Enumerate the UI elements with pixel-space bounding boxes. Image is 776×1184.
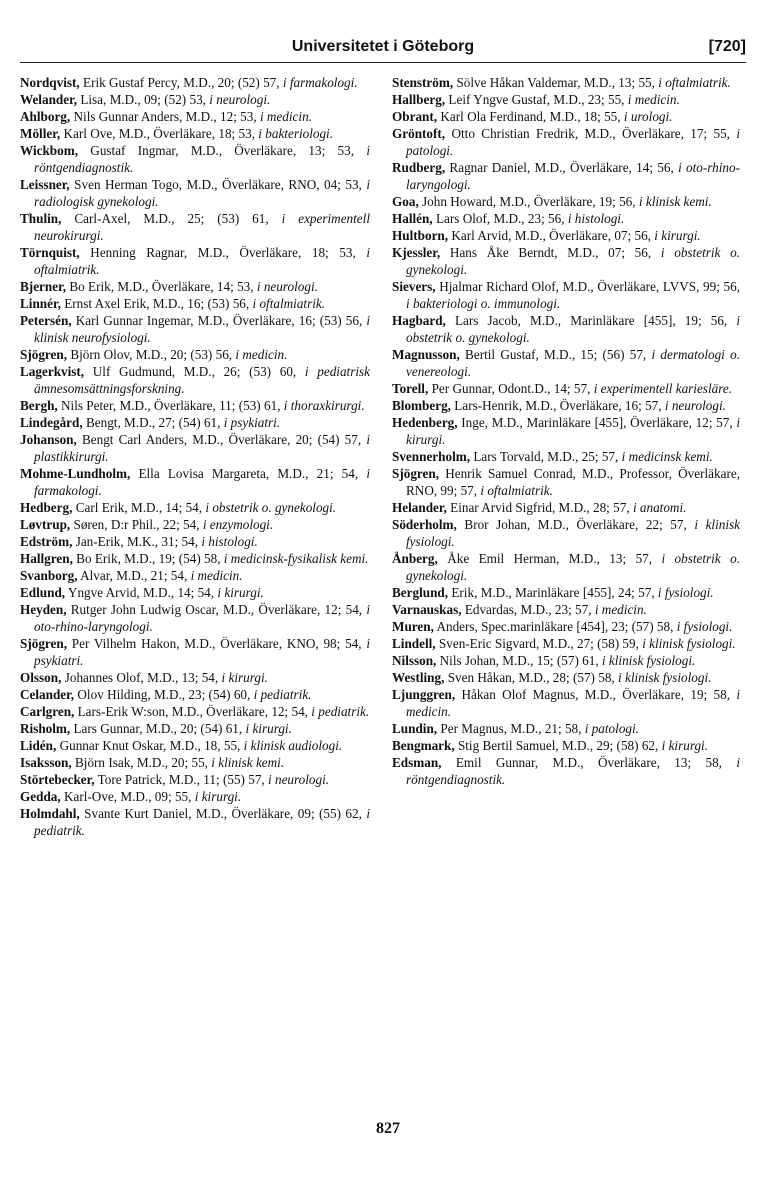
entry-name: Helander, — [392, 500, 447, 515]
entry-specialty: i medicin. — [627, 92, 680, 107]
directory-entry — [20, 567, 370, 584]
entry-specialty: i kirurgi. — [661, 738, 709, 753]
entry-name: Lagerkvist, — [20, 364, 85, 379]
entry-specialty: i klinisk kemi. — [211, 755, 285, 770]
entry-specialty: i neurologi. — [268, 772, 330, 787]
entry-specialty: i klinisk fysiologi. — [618, 670, 712, 685]
entry-specialty: i fysiologi. — [657, 585, 714, 600]
entry-details: Svante Kurt Daniel, M.D., Överläkare, 09; (55) 62, — [79, 806, 367, 821]
entry-details: Håkan Olof Magnus, M.D., Överläkare, 19; 58, — [455, 687, 737, 702]
entry-details: Søren, D:r Phil., 22; 54, — [70, 517, 203, 532]
entry-name: Lindegård, — [20, 415, 83, 430]
directory-entry — [392, 125, 740, 159]
entry-details: Carl-Axel, M.D., 25; (53) 61, — [61, 211, 282, 226]
directory-entry — [20, 210, 370, 244]
entry-name: Edström, — [20, 534, 73, 549]
page-title: Universitetet i Göteborg — [291, 38, 475, 55]
entry-details: Jan-Erik, M.K., 31; 54, — [72, 534, 202, 549]
entry-details: Lars Torvald, M.D., 25; 57, — [470, 449, 622, 464]
directory-entry — [20, 635, 370, 669]
entry-details: Edvardas, M.D., 23; 57, — [461, 602, 595, 617]
entry-details: Karl Ola Ferdinand, M.D., 18; 55, — [437, 109, 624, 124]
directory-entry — [392, 737, 740, 754]
entry-name: Ljunggren, — [392, 687, 456, 702]
entry-details: Erik, M.D., Marinläkare [455], 24; 57, — [448, 585, 658, 600]
entry-details: Erik Gustaf Percy, M.D., 20; (52) 57, — [79, 75, 283, 90]
entry-specialty: i oto-rhino-laryngologi. — [34, 602, 370, 634]
entry-name: Rudberg, — [392, 160, 446, 175]
entry-details: Gustaf Ingmar, M.D., Överläkare, 13; 53, — [78, 143, 367, 158]
directory-entry — [392, 754, 740, 788]
directory-entry — [20, 312, 370, 346]
entry-specialty: i fysiologi. — [676, 619, 733, 634]
entry-details: Sven Herman Togo, M.D., Överläkare, RNO, 04; 53, — [69, 177, 367, 192]
entry-details: Stig Bertil Samuel, M.D., 29; (58) 62, — [454, 738, 662, 753]
entry-name: Wickbom, — [20, 143, 79, 158]
entry-specialty: i oto-rhino-laryngologi. — [406, 160, 741, 192]
directory-entry — [392, 635, 740, 652]
entry-name: Berglund, — [392, 585, 449, 600]
entry-name: Störtebecker, — [20, 772, 95, 787]
entry-details: Bengt, M.D., 27; (54) 61, — [82, 415, 224, 430]
entry-name: Risholm, — [20, 721, 71, 736]
left-column — [20, 74, 370, 839]
entry-name: Blomberg, — [392, 398, 451, 413]
entry-name: Petersén, — [20, 313, 72, 328]
entry-name: Løvtrup, — [20, 517, 71, 532]
entry-details: Karl Gunnar Ingemar, M.D., Överläkare, 16; (53) 56, — [71, 313, 367, 328]
entry-specialty: i medicin. — [406, 687, 740, 719]
directory-entry — [20, 125, 370, 142]
entry-name: Svennerholm, — [392, 449, 471, 464]
entry-specialty: i medicin. — [235, 347, 288, 362]
entry-details: Lars-Henrik, M.D., Överläkare, 16; 57, — [450, 398, 665, 413]
entry-details: Bengt Carl Anders, M.D., Överläkare, 20; (54) 57, — [76, 432, 367, 447]
entry-specialty: i obstetrik o. gynekologi. — [406, 551, 740, 583]
directory-entry — [20, 686, 370, 703]
entry-name: Bjerner, — [20, 279, 67, 294]
entry-specialty: i röntgendiagnostik. — [34, 143, 370, 175]
entry-specialty: i neurologi. — [256, 279, 318, 294]
directory-entry — [20, 278, 370, 295]
entry-specialty: i histologi. — [567, 211, 625, 226]
entry-details: Ulf Gudmund, M.D., 26; (53) 60, — [84, 364, 305, 379]
entry-details: Hans Åke Berndt, M.D., 07; 56, — [440, 245, 661, 260]
entry-details: Nils Gunnar Anders, M.D., 12; 53, — [70, 109, 260, 124]
entry-name: Sievers, — [392, 279, 436, 294]
entry-specialty: i enzymologi. — [202, 517, 274, 532]
entry-specialty: i pediatrisk ämnesomsättningsforskning. — [34, 364, 370, 396]
entry-details: Rutger John Ludwig Oscar, M.D., Överläkare, 12; 54, — [66, 602, 367, 617]
entry-name: Sjögren, — [392, 466, 440, 481]
entry-specialty: i kirurgi. — [194, 789, 242, 804]
entry-details: Lars Olof, M.D., 23; 56, — [432, 211, 568, 226]
directory-entry — [20, 295, 370, 312]
entry-specialty: i medicinsk-fysikalisk kemi. — [223, 551, 369, 566]
entry-details: Ragnar Daniel, M.D., Överläkare, 14; 56, — [445, 160, 679, 175]
entry-name: Obrant, — [392, 109, 438, 124]
entry-details: Per Vilhelm Hakon, M.D., Överläkare, KNO, 98; 54, — [67, 636, 367, 651]
entry-name: Edlund, — [20, 585, 66, 600]
directory-entry — [20, 244, 370, 278]
entry-specialty: i kirurgi. — [654, 228, 701, 243]
directory-entry — [20, 516, 370, 533]
entry-specialty: i klinisk fysiologi. — [642, 636, 736, 651]
directory-entry — [392, 601, 740, 618]
entry-details: Henning Ragnar, M.D., Överläkare, 18; 53, — [79, 245, 367, 260]
directory-entry — [392, 108, 740, 125]
directory-entry — [392, 397, 740, 414]
entry-name: Lidén, — [20, 738, 57, 753]
directory-entry — [392, 686, 740, 720]
directory-entry — [20, 550, 370, 567]
entry-name: Goa, — [392, 194, 419, 209]
entry-name: Linnér, — [20, 296, 61, 311]
directory-entry — [392, 499, 740, 516]
entry-name: Sjögren, — [20, 347, 68, 362]
entry-name: Svanborg, — [20, 568, 78, 583]
page-number: 827 — [376, 1120, 400, 1137]
entry-name: Hallgren, — [20, 551, 73, 566]
entry-name: Stenström, — [392, 75, 454, 90]
right-column — [392, 74, 740, 788]
directory-entry — [392, 720, 740, 737]
entry-specialty: i klinisk neurofysiologi. — [34, 313, 370, 345]
entry-name: Heyden, — [20, 602, 67, 617]
entry-name: Kjessler, — [392, 245, 441, 260]
entry-specialty: i medicin. — [594, 602, 647, 617]
entry-details: Per Magnus, M.D., 21; 58, — [437, 721, 585, 736]
directory-entry — [392, 278, 740, 312]
entry-details: Yngve Arvid, M.D., 14; 54, — [65, 585, 218, 600]
directory-entry — [392, 312, 740, 346]
entry-name: Nilsson, — [392, 653, 437, 668]
entry-specialty: i obstetrik o. gynekologi. — [406, 245, 740, 277]
entry-name: Mohme-Lundholm, — [20, 466, 131, 481]
entry-specialty: i oftalmiatrik. — [252, 296, 326, 311]
entry-details: Björn Olov, M.D., 20; (53) 56, — [67, 347, 236, 362]
entry-specialty: i kirurgi. — [221, 670, 268, 685]
entry-details: Björn Isak, M.D., 20; 55, — [71, 755, 212, 770]
directory-entry — [392, 465, 740, 499]
entry-name: Hedenberg, — [392, 415, 458, 430]
entry-specialty: i plastikkirurgi. — [34, 432, 370, 464]
entry-specialty: i patologi. — [584, 721, 639, 736]
entry-name: Carlgren, — [20, 704, 75, 719]
running-header — [20, 36, 746, 63]
entry-specialty: i pediatrik. — [253, 687, 312, 702]
directory-entry — [392, 618, 740, 635]
entry-details: Ernst Axel Erik, M.D., 16; (53) 56, — [60, 296, 253, 311]
directory-entry — [20, 414, 370, 431]
entry-name: Olsson, — [20, 670, 62, 685]
directory-entry — [392, 74, 740, 91]
directory-entry — [20, 431, 370, 465]
entry-details: Hjalmar Richard Olof, M.D., Överläkare, LVVS, 99; 56, — [435, 279, 740, 294]
directory-entry — [20, 74, 370, 91]
entry-details: Lars Jacob, M.D., Marinläkare [455], 19; 56, — [445, 313, 737, 328]
directory-entry — [392, 227, 740, 244]
entry-specialty: i farmakologi. — [282, 75, 358, 90]
entry-name: Hedberg, — [20, 500, 73, 515]
entry-specialty: i bakteriologi o. immunologi. — [406, 296, 561, 311]
directory-entry — [20, 499, 370, 516]
entry-details: Ella Lovisa Margareta, M.D., 21; 54, — [130, 466, 367, 481]
entry-details: Emil Gunnar, M.D., Överläkare, 13; 58, — [441, 755, 737, 770]
entry-specialty: i oftalmiatrik. — [658, 75, 731, 90]
directory-entry — [392, 244, 740, 278]
entry-specialty: i kirurgi. — [245, 721, 292, 736]
entry-name: Leissner, — [20, 177, 70, 192]
directory-entry — [20, 584, 370, 601]
entry-name: Bergh, — [20, 398, 58, 413]
entry-details: Otto Christian Fredrik, M.D., Överläkare, 17; 55, — [445, 126, 737, 141]
directory-entry — [20, 465, 370, 499]
directory-entry — [20, 703, 370, 720]
directory-entry — [20, 363, 370, 397]
entry-specialty: i experimentell kariesläre. — [593, 381, 732, 396]
entry-details: Sven Håkan, M.D., 28; (57) 58, — [444, 670, 619, 685]
entry-details: Bo Erik, M.D., Överläkare, 14; 53, — [66, 279, 257, 294]
entry-specialty: i pediatrik. — [311, 704, 370, 719]
entry-specialty: i neurologi. — [209, 92, 271, 107]
entry-name: Isaksson, — [20, 755, 72, 770]
entry-specialty: i medicinsk kemi. — [621, 449, 713, 464]
entry-details: Nils Johan, M.D., 15; (57) 61, — [436, 653, 602, 668]
entry-name: Hallén, — [392, 211, 433, 226]
entry-specialty: i klinisk audiologi. — [243, 738, 343, 753]
directory-entry — [20, 720, 370, 737]
directory-entry — [20, 601, 370, 635]
entry-specialty: i obstetrik o. gynekologi. — [205, 500, 337, 515]
directory-entry — [392, 91, 740, 108]
entry-details: Karl Ove, M.D., Överläkare, 18; 53, — [60, 126, 259, 141]
directory-entry — [392, 414, 740, 448]
entry-specialty: i thoraxkirurgi. — [283, 398, 365, 413]
entry-details: Carl Erik, M.D., 14; 54, — [72, 500, 206, 515]
entry-specialty: i röntgendiagnostik. — [406, 755, 740, 787]
entry-details: Lisa, M.D., 09; (52) 53, — [77, 92, 210, 107]
entry-name: Westling, — [392, 670, 445, 685]
directory-entry — [20, 346, 370, 363]
entry-details: Bror Johan, M.D., Överläkare, 22; 57, — [456, 517, 695, 532]
directory-entry — [20, 91, 370, 108]
directory-entry — [392, 346, 740, 380]
entry-specialty: i kirurgi. — [217, 585, 264, 600]
entry-details: Gunnar Knut Oskar, M.D., 18, 55, — [56, 738, 244, 753]
entry-details: Sölve Håkan Valdemar, M.D., 13; 55, — [453, 75, 659, 90]
entry-specialty: i pediatrik. — [34, 806, 370, 838]
entry-details: Karl-Ove, M.D., 09; 55, — [60, 789, 195, 804]
entry-name: Magnusson, — [392, 347, 460, 362]
entry-details: Sven-Eric Sigvard, M.D., 27; (58) 59, — [435, 636, 643, 651]
entry-details: Alvar, M.D., 21; 54, — [77, 568, 191, 583]
entry-name: Gedda, — [20, 789, 61, 804]
entry-specialty: i kirurgi. — [406, 415, 740, 447]
directory-entry — [20, 176, 370, 210]
directory-entry — [20, 142, 370, 176]
entry-specialty: i obstetrik o. gynekologi. — [406, 313, 740, 345]
directory-entry — [392, 193, 740, 210]
entry-specialty: i klinisk fysiologi. — [601, 653, 696, 668]
entry-specialty: i anatomi. — [632, 500, 687, 515]
entry-specialty: i oftalmiatrik. — [480, 483, 553, 498]
entry-details: Per Gunnar, Odont.D., 14; 57, — [428, 381, 594, 396]
entry-specialty: i dermatologi o. venereologi. — [406, 347, 740, 379]
entry-name: Lundin, — [392, 721, 438, 736]
entry-name: Törnquist, — [20, 245, 80, 260]
entry-details: Åke Emil Herman, M.D., 13; 57, — [437, 551, 662, 566]
entry-details: Lars-Erik W:son, M.D., Överläkare, 12; 54, — [74, 704, 312, 719]
entry-specialty: i urologi. — [623, 109, 673, 124]
directory-entry — [20, 737, 370, 754]
entry-specialty: i radiologisk gynekologi. — [34, 177, 370, 209]
entry-name: Ånberg, — [392, 551, 438, 566]
page-reference: [720] — [708, 38, 746, 55]
entry-name: Möller, — [20, 126, 61, 141]
directory-entry — [20, 533, 370, 550]
entry-name: Celander, — [20, 687, 75, 702]
entry-name: Hagbard, — [392, 313, 446, 328]
entry-name: Hallberg, — [392, 92, 446, 107]
entry-name: Ahlborg, — [20, 109, 71, 124]
directory-entry — [392, 380, 740, 397]
entry-specialty: i neurologi. — [664, 398, 726, 413]
entry-name: Hultborn, — [392, 228, 449, 243]
entry-name: Gröntoft, — [392, 126, 446, 141]
directory-entry — [392, 210, 740, 227]
entry-specialty: i oftalmiatrik. — [34, 245, 370, 277]
directory-entry — [20, 771, 370, 788]
entry-specialty: i bakteriologi. — [258, 126, 334, 141]
directory-entry — [392, 652, 740, 669]
directory-entry — [20, 805, 370, 839]
directory-entry — [20, 669, 370, 686]
entry-specialty: i klinisk kemi. — [638, 194, 712, 209]
directory-entry — [20, 788, 370, 805]
entry-specialty: i farmakologi. — [34, 466, 370, 498]
entry-name: Johanson, — [20, 432, 77, 447]
directory-entry — [392, 516, 740, 550]
directory-entry — [20, 108, 370, 125]
directory-entry — [392, 159, 740, 193]
entry-details: Olov Hilding, M.D., 23; (54) 60, — [74, 687, 254, 702]
directory-entry — [20, 754, 370, 771]
entry-details: Einar Arvid Sigfrid, M.D., 28; 57, — [446, 500, 633, 515]
entry-details: Henrik Samuel Conrad, M.D., Professor, Överläkare, RNO, 99; 57, — [406, 466, 740, 498]
entry-details: Tore Patrick, M.D., 11; (55) 57, — [94, 772, 269, 787]
directory-entry — [20, 397, 370, 414]
entry-specialty: i experimentell neurokirurgi. — [34, 211, 370, 243]
entry-name: Thulin, — [20, 211, 62, 226]
entry-details: Nils Peter, M.D., Överläkare, 11; (53) 61, — [57, 398, 284, 413]
entry-name: Bengmark, — [392, 738, 455, 753]
entry-name: Edsman, — [392, 755, 442, 770]
entry-details: Bo Erik, M.D., 19; (54) 58, — [72, 551, 224, 566]
entry-specialty: i medicin. — [259, 109, 312, 124]
entry-details: John Howard, M.D., Överläkare, 19; 56, — [418, 194, 639, 209]
entry-specialty: i medicin. — [190, 568, 243, 583]
entry-name: Welander, — [20, 92, 78, 107]
entry-specialty: i klinisk fysiologi. — [406, 517, 740, 549]
entry-details: Karl Arvid, M.D., Överläkare, 07; 56, — [448, 228, 655, 243]
entry-name: Nordqvist, — [20, 75, 80, 90]
entry-name: Sjögren, — [20, 636, 68, 651]
entry-name: Varnauskas, — [392, 602, 462, 617]
entry-details: Lars Gunnar, M.D., 20; (54) 61, — [70, 721, 246, 736]
entry-name: Söderholm, — [392, 517, 457, 532]
entry-name: Torell, — [392, 381, 429, 396]
entry-name: Lindell, — [392, 636, 436, 651]
entry-details: Johannes Olof, M.D., 13; 54, — [61, 670, 222, 685]
directory-entry — [392, 669, 740, 686]
entry-specialty: i histologi. — [201, 534, 258, 549]
entry-name: Muren, — [392, 619, 434, 634]
entry-details: Anders, Spec.marinläkare [454], 23; (57) 58, — [433, 619, 677, 634]
entry-details: Bertil Gustaf, M.D., 15; (56) 57, — [459, 347, 652, 362]
directory-entry — [392, 448, 740, 465]
entry-specialty: i psykiatri. — [223, 415, 281, 430]
entry-name: Holmdahl, — [20, 806, 80, 821]
entry-details: Inge, M.D., Marinläkare [455], Överläkare, 12; 57, — [457, 415, 737, 430]
entry-specialty: i patologi. — [406, 126, 740, 158]
directory-entry — [392, 550, 740, 584]
directory-entry — [392, 584, 740, 601]
entry-specialty: i psykiatri. — [34, 636, 370, 668]
entry-details: Leif Yngve Gustaf, M.D., 23; 55, — [445, 92, 628, 107]
